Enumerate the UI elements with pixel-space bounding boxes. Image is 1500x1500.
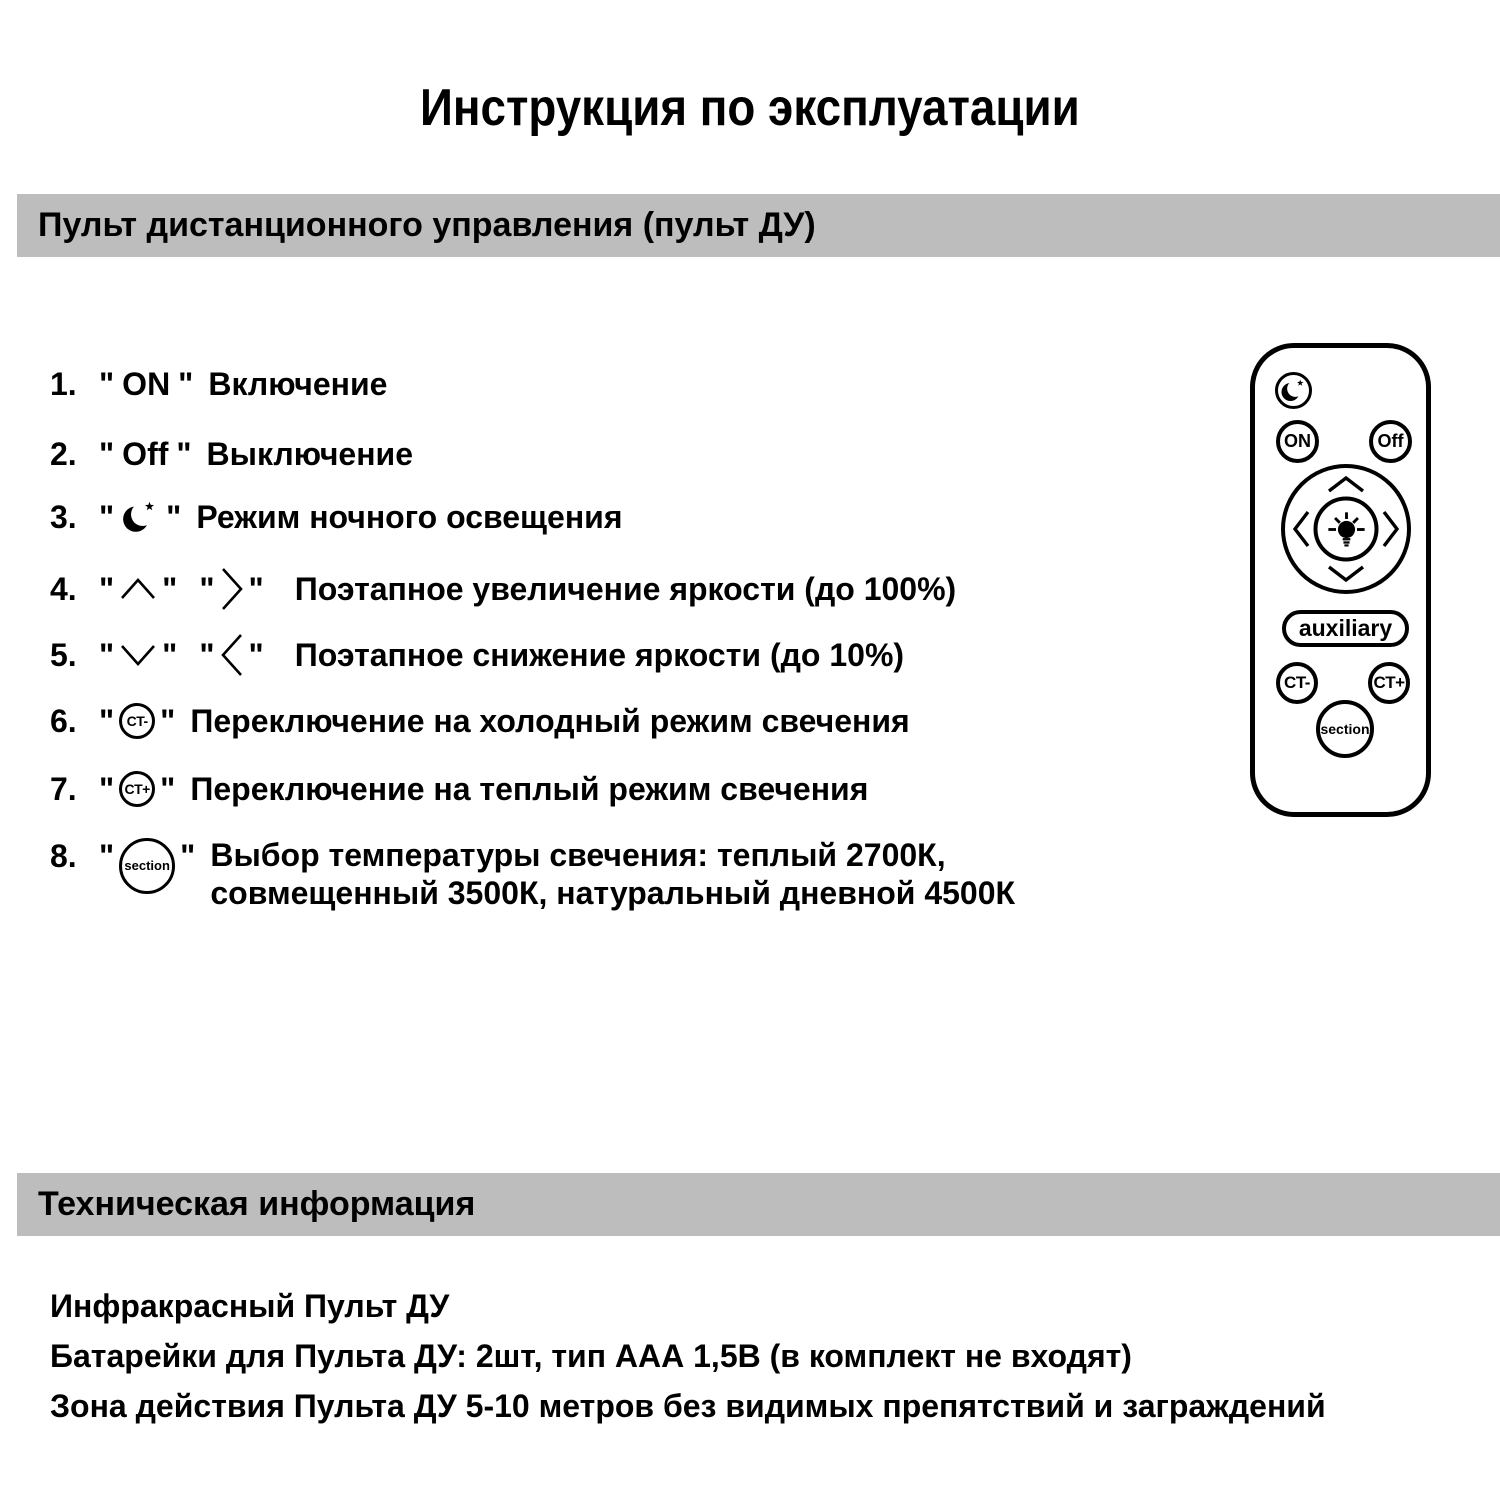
chevron-down-icon — [119, 643, 157, 667]
page-title-text: Инструкция по эксплуатации — [420, 79, 1080, 137]
item-text: Включение — [208, 366, 388, 402]
section-header-tech-text: Техническая информация — [38, 1185, 476, 1223]
item-number: 5. — [50, 637, 77, 673]
item-number: 2. — [50, 436, 77, 472]
item-number: 8. — [50, 838, 77, 874]
tech-info-line: Инфракрасный Пульт ДУ — [50, 1288, 450, 1324]
moon-icon — [1280, 377, 1307, 404]
list-item-color-temperature — [50, 836, 1015, 912]
ct-minus-button — [1276, 662, 1318, 704]
item-text-line1: Выбор температуры свечения: теплый 2700К, — [210, 837, 946, 873]
item-number: 6. — [50, 703, 77, 739]
item-text: Переключение на теплый режим свечения — [190, 771, 869, 807]
item-text: Поэтапное снижение яркости (до 10%) — [294, 637, 905, 673]
quote-mark: " — [160, 771, 176, 807]
quote-mark: " — [248, 637, 264, 673]
quote-mark: " — [162, 637, 178, 673]
section-button — [1316, 700, 1374, 758]
quote-mark: " — [99, 838, 115, 874]
item-text: Режим ночного освещения — [196, 499, 623, 535]
list-item-off — [50, 434, 413, 474]
list-item-cold-mode — [50, 701, 910, 741]
on-button-label: ON — [122, 366, 171, 402]
section-header-remote — [17, 194, 1500, 257]
chevron-left-icon — [220, 632, 244, 678]
ct-minus-label: CT- — [126, 713, 148, 729]
tech-info-line: Батарейки для Пульта ДУ: 2шт, тип ААА 1,5В (в комплект не входят) — [50, 1338, 1132, 1374]
quote-mark: " — [199, 637, 215, 673]
ct-plus-label: CT+ — [124, 781, 150, 797]
on-button — [1276, 420, 1319, 463]
quote-mark: " — [166, 499, 182, 535]
ct-minus-button-label: CT- — [1284, 673, 1310, 692]
chevron-up-icon — [1326, 475, 1366, 494]
item-text: Поэтапное увеличение яркости (до 100%) — [294, 571, 957, 607]
chevron-left-icon — [1292, 509, 1311, 549]
chevron-down-icon — [1326, 564, 1366, 583]
ct-minus-button-icon — [119, 703, 155, 739]
chevron-up-icon — [119, 577, 157, 601]
item-number: 7. — [50, 771, 77, 807]
chevron-right-icon — [220, 566, 244, 612]
item-text — [210, 836, 1015, 912]
section-header-remote-text: Пульт дистанционного управления (пульт ДУ) — [38, 206, 816, 244]
quote-mark: " — [180, 838, 196, 874]
quote-mark: " — [99, 499, 115, 535]
quote-mark: " — [178, 366, 194, 402]
on-button-label: ON — [1284, 431, 1311, 451]
list-item-brightness-down — [50, 632, 904, 678]
auxiliary-button-label: auxiliary — [1298, 615, 1393, 641]
brightness-nav-pad — [1281, 464, 1411, 594]
ct-plus-button — [1368, 662, 1410, 704]
list-item-brightness-up — [50, 566, 956, 612]
nav-center-button — [1314, 497, 1379, 562]
quote-mark: " — [99, 637, 115, 673]
item-number: 3. — [50, 499, 77, 535]
item-number: 4. — [50, 571, 77, 607]
quote-mark: " — [99, 366, 115, 402]
light-bulb-icon — [1325, 508, 1367, 550]
quote-mark: " — [99, 571, 115, 607]
chevron-right-icon — [1381, 509, 1400, 549]
quote-mark: " — [176, 436, 192, 472]
item-text: Переключение на холодный режим свечения — [190, 703, 910, 739]
remote-control-illustration — [1250, 343, 1431, 817]
quote-mark: " — [99, 703, 115, 739]
moon-icon — [121, 498, 159, 536]
ct-plus-button-label: CT+ — [1373, 673, 1405, 692]
quote-mark: " — [199, 571, 215, 607]
section-button-label: section — [1320, 721, 1370, 737]
auxiliary-button — [1282, 610, 1409, 647]
list-item-warm-mode — [50, 769, 868, 809]
quote-mark: " — [99, 436, 115, 472]
quote-mark: " — [248, 571, 264, 607]
item-text-line2: совмещенный 3500К, натуральный дневной 4500К — [210, 875, 1016, 911]
ct-plus-button-icon — [119, 771, 155, 807]
list-item-night-mode — [50, 497, 623, 537]
item-number: 1. — [50, 366, 77, 402]
section-header-tech — [17, 1173, 1500, 1236]
quote-mark: " — [162, 571, 178, 607]
list-item-on — [50, 364, 387, 404]
quote-mark: " — [99, 771, 115, 807]
off-button-label: Off — [122, 436, 169, 472]
tech-info-line: Зона действия Пульта ДУ 5-10 метров без видимых препятствий и заграждений — [50, 1388, 1326, 1424]
night-mode-button — [1275, 372, 1312, 409]
item-text: Выключение — [206, 436, 413, 472]
off-button-label: Off — [1377, 431, 1404, 451]
section-label: section — [124, 858, 170, 873]
quote-mark: " — [160, 703, 176, 739]
section-button-icon — [119, 838, 175, 894]
page-title — [0, 79, 1500, 137]
off-button — [1369, 420, 1412, 463]
